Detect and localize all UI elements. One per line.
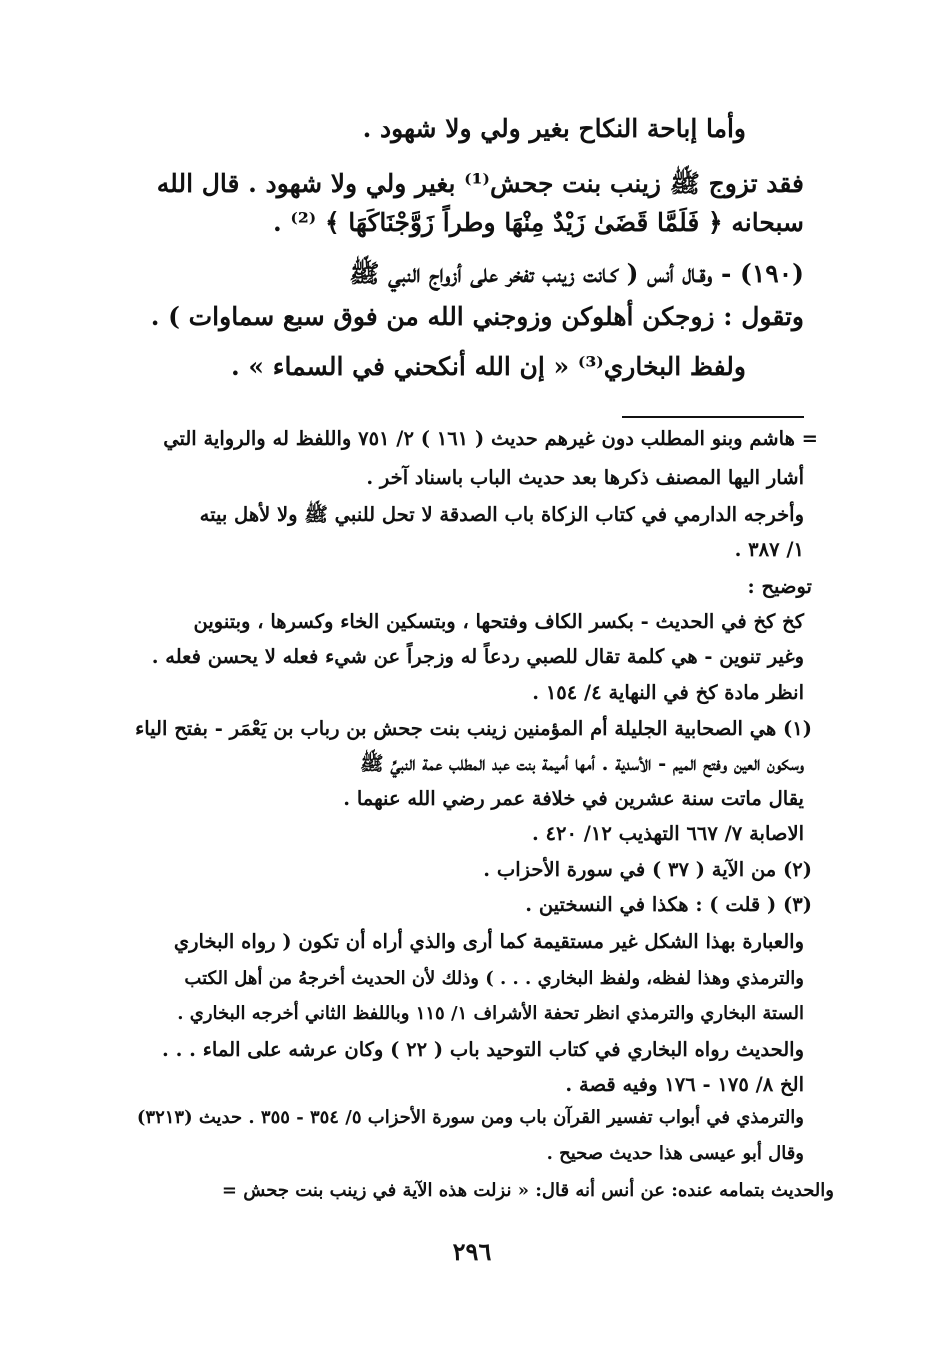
footnote-3-line-1: (٣) ( قلت ) : هكذا في النسختين . bbox=[525, 893, 812, 916]
footnote-3-line-9: والحديث بتمامه عنده: عن أنس أنه قال: « نزلت هذه الآية في زينب بنت جحش = bbox=[221, 1180, 834, 1201]
footnote-3-line-6: الخ ٨/ ١٧٥ - ١٧٦ وفيه قصة . bbox=[565, 1073, 804, 1096]
footnote-3-line-4: الستة البخاري والترمذي انظر تحفة الأشراف ١/ ١١٥ وباللفظ الثاني أخرجه البخاري . bbox=[177, 1003, 804, 1024]
footnote-line-1: = هاشم وبنو المطلب دون غيرهم حديث ( ١٦١ ) ٢/ ٧٥١ واللفظ له والرواية التي bbox=[163, 427, 818, 450]
footnote-3-line-5: والحديث رواه البخاري في كتاب التوحيد باب ( ٢٢ ) وكان عرشه على الماء . . . bbox=[162, 1038, 804, 1061]
footnote-line-3: وأخرجه الدارمي في كتاب الزكاة باب الصدقة لا تحل للنبي ﷺ ولا لأهل بيته bbox=[199, 503, 804, 526]
footnote-line-7: وغير تنوين - هي كلمة تقال للصبي ردعاً له وزجراً عن شيء فعله لا يحسن فعله . bbox=[151, 645, 804, 668]
footnote-line-8: انظر مادة كخ في النهاية ٤/ ١٥٤ . bbox=[532, 681, 804, 704]
page-number: ٢٩٦ bbox=[452, 1237, 492, 1266]
footnote-1-line-4: الاصابة ٧/ ٦٦٧ التهذيب ١٢/ ٤٢٠ . bbox=[531, 822, 804, 845]
footnote-3-line-8: وقال أبو عيسى هذا حديث صحيح . bbox=[546, 1143, 804, 1164]
footnote-line-6: كخ كخ في الحديث - بكسر الكاف وفتحها ، وبتسكين الخاء وكسرها ، وبتنوين bbox=[193, 610, 804, 633]
footnote-heading: توضيح : bbox=[747, 575, 812, 598]
main-line-2: فقد تزوج ﷺ زينب بنت جحش⁽¹⁾ بغير ولي ولا شهود . قال الله bbox=[156, 169, 804, 198]
main-line-3: سبحانه ﴿ فَلَمَّا قَضَىٰ زَيْدٌ مِنْهَا وطراً زَوَّجْنَاكَهَا ﴾ ⁽²⁾ . bbox=[272, 208, 804, 237]
main-line-6: ولفظ البخاري⁽³⁾ « إن الله أنكحني في السماء » . bbox=[231, 352, 746, 381]
footnote-3-line-3: والترمذي وهذا لفظه، ولفظ البخاري . . . ) وذلك لأن الحديث أخرجهُ من أهل الكتب bbox=[184, 968, 804, 989]
footnote-line-2: أشار اليها المصنف ذكرها بعد حديث الباب باسناد آخر . bbox=[366, 466, 804, 489]
footnote-3-line-7: والترمذي في أبواب تفسير القرآن باب ومن سورة الأحزاب ٥/ ٣٥٤ - ٣٥٥ . حديث (٣٢١٣) bbox=[136, 1107, 804, 1128]
main-line-1: وأما إباحة النكاح بغير ولي ولا شهود . bbox=[362, 114, 746, 143]
footnote-1-line-1: (١) هي الصحابية الجليلة أم المؤمنين زينب بنت جحش بن رباب بن يَعْمَر - بفتح الياء bbox=[135, 717, 812, 740]
footnote-separator bbox=[622, 416, 804, 418]
footnote-3-line-2: والعبارة بهذا الشكل غير مستقيمة كما أرى والذي أراه أن تكون ( رواه البخاري bbox=[173, 930, 804, 953]
footnote-1-line-3: يقال ماتت سنة عشرين في خلافة عمر رضي الله عنهما . bbox=[343, 787, 804, 810]
footnote-2: (٢) من الآية ( ٣٧ ) في سورة الأحزاب . bbox=[483, 858, 812, 881]
main-line-5: وتقول : زوجكن أهلوكن وزوجني الله من فوق سبع سماوات ) . bbox=[150, 302, 804, 331]
main-line-4: (١٩٠) - وقـال أنس ( كـانت زينب تفخر على أزواج النبي ﷺ bbox=[349, 259, 804, 288]
footnote-1-line-2: وسكون العين وفتح الميم - الأسدية . أمها أميمة بنت عبد المطلب عمة النبيِّ ﷺ bbox=[359, 752, 804, 775]
footnote-line-4: ١/ ٣٨٧ . bbox=[734, 538, 804, 561]
